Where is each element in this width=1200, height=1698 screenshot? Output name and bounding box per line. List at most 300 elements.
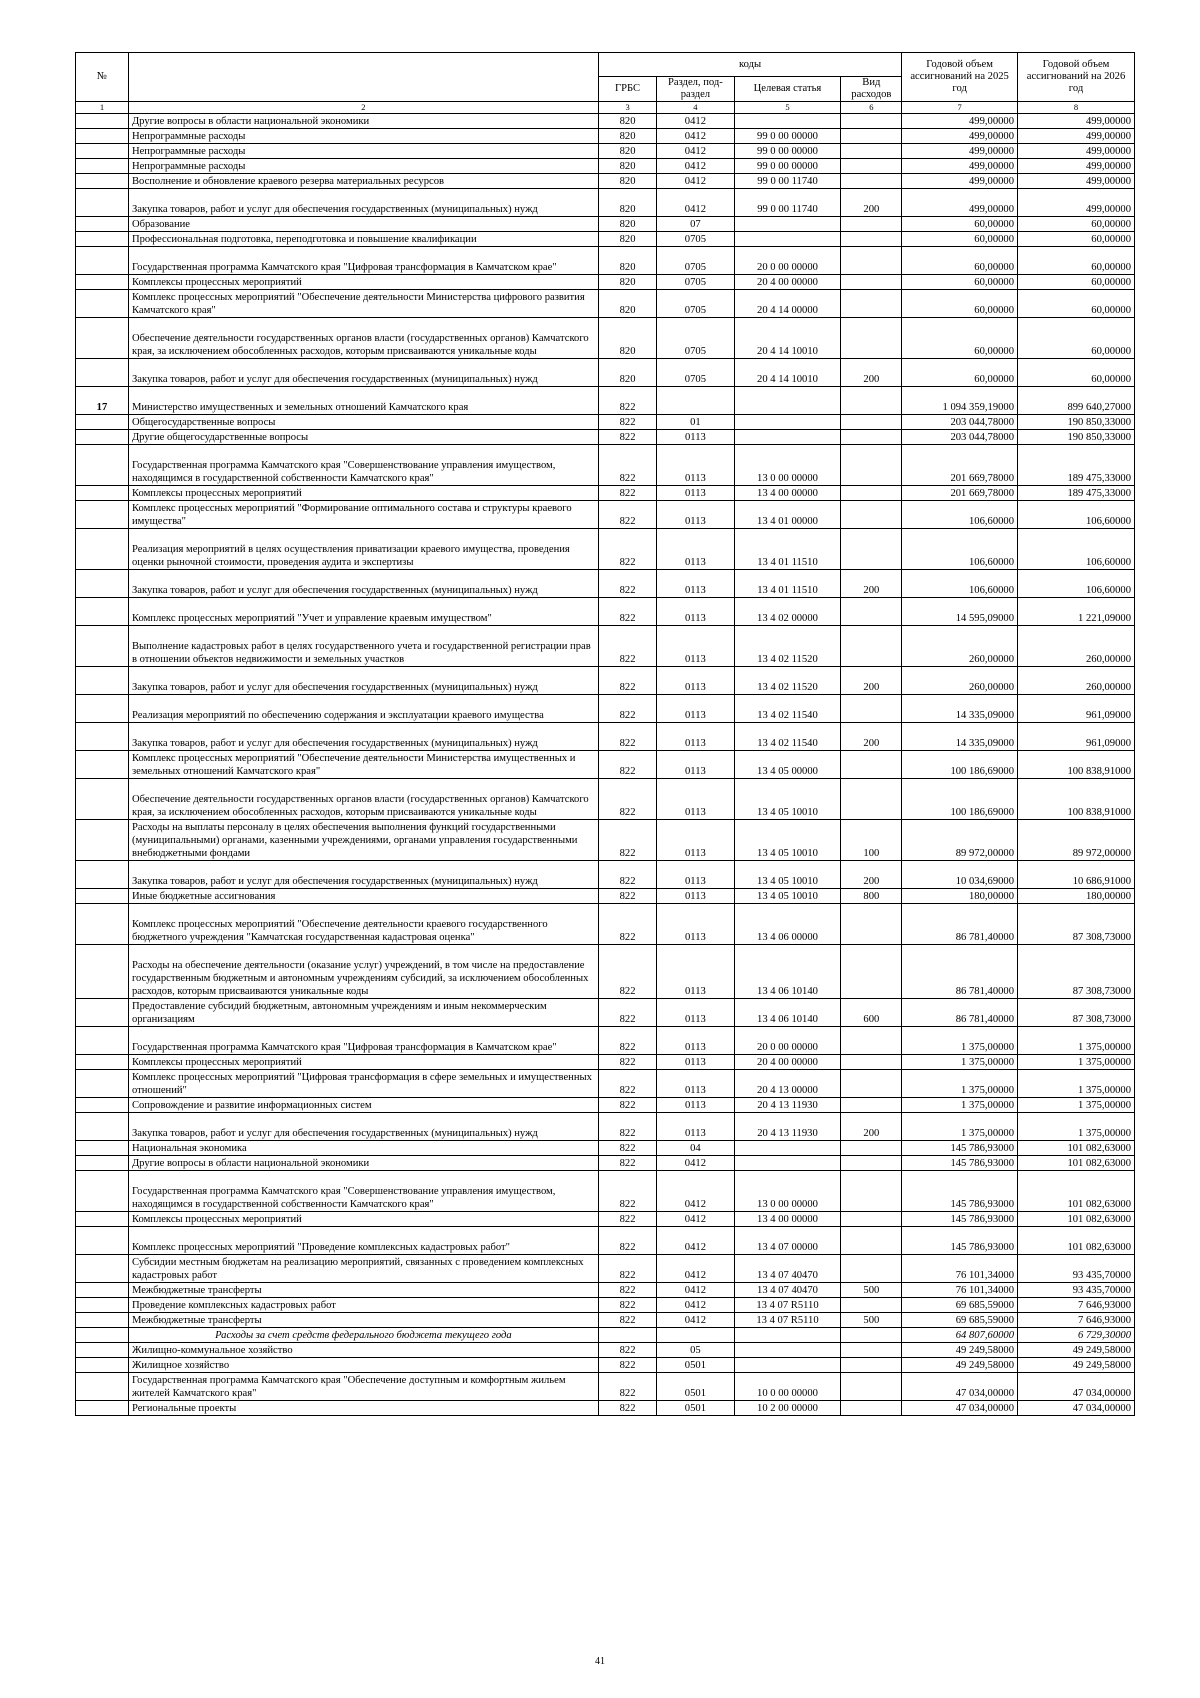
- row-num: [76, 1027, 129, 1055]
- row-num: [76, 820, 129, 861]
- table-row: [76, 1113, 1135, 1141]
- row-vid: 200: [841, 667, 902, 695]
- row-vid: [841, 626, 902, 667]
- header-num: №: [76, 53, 129, 102]
- row-target: 99 0 00 00000: [734, 144, 841, 159]
- table-row: [76, 1098, 1135, 1113]
- row-grbs: 820: [598, 174, 656, 189]
- row-amount-2026: 49 249,58000: [1018, 1343, 1135, 1358]
- row-amount-2026: 499,00000: [1018, 114, 1135, 129]
- row-razdel: 0412: [657, 1313, 734, 1328]
- row-razdel: 0113: [657, 779, 734, 820]
- row-name: Реализация мероприятий в целях осуществления приватизации краевого имущества, проведения оценки рыночной стоимости, проведения аудита и экспертизы: [128, 529, 598, 570]
- row-num: [76, 430, 129, 445]
- row-grbs: 822: [598, 1283, 656, 1298]
- row-amount-2025: 106,60000: [902, 501, 1018, 529]
- row-amount-2026: 60,00000: [1018, 247, 1135, 275]
- row-grbs: 820: [598, 247, 656, 275]
- row-grbs: 822: [598, 723, 656, 751]
- row-target: [734, 387, 841, 415]
- row-num: [76, 1283, 129, 1298]
- column-index: 1: [76, 102, 129, 114]
- row-razdel: 0113: [657, 445, 734, 486]
- row-razdel: 0113: [657, 999, 734, 1027]
- row-name: Выполнение кадастровых работ в целях государственного учета и государственной регистрации прав в отношении объектов недвижимости и земельных участков: [128, 626, 598, 667]
- row-name: Расходы за счет средств федерального бюджета текущего года: [128, 1328, 598, 1343]
- page-number: 41: [595, 1656, 605, 1667]
- row-target: 13 4 05 10010: [734, 861, 841, 889]
- table-row: [76, 217, 1135, 232]
- row-name: Министерство имущественных и земельных отношений Камчатского края: [128, 387, 598, 415]
- row-target: 13 4 00 00000: [734, 486, 841, 501]
- row-name: Комплексы процессных мероприятий: [128, 486, 598, 501]
- row-vid: [841, 1255, 902, 1283]
- row-amount-2025: 145 786,93000: [902, 1212, 1018, 1227]
- row-grbs: 820: [598, 275, 656, 290]
- row-vid: [841, 1098, 902, 1113]
- row-num: [76, 999, 129, 1027]
- row-target: [734, 430, 841, 445]
- row-amount-2026: 93 435,70000: [1018, 1255, 1135, 1283]
- row-vid: 500: [841, 1313, 902, 1328]
- row-name: Проведение комплексных кадастровых работ: [128, 1298, 598, 1313]
- row-target: 20 0 00 00000: [734, 247, 841, 275]
- row-name: Комплекс процессных мероприятий "Обеспечение деятельности краевого государственного бюджетного учреждения "Камчатская государственная кадастровая оценка": [128, 904, 598, 945]
- row-target: [734, 1156, 841, 1171]
- row-razdel: 0501: [657, 1401, 734, 1416]
- row-vid: [841, 430, 902, 445]
- row-amount-2026: 87 308,73000: [1018, 904, 1135, 945]
- row-grbs: 822: [598, 889, 656, 904]
- table-row: [76, 889, 1135, 904]
- row-vid: [841, 1156, 902, 1171]
- table-row: [76, 318, 1135, 359]
- row-amount-2026: 190 850,33000: [1018, 415, 1135, 430]
- row-num: [76, 247, 129, 275]
- row-razdel: 0113: [657, 1098, 734, 1113]
- row-razdel: 0113: [657, 904, 734, 945]
- row-amount-2025: 49 249,58000: [902, 1358, 1018, 1373]
- row-amount-2025: 106,60000: [902, 529, 1018, 570]
- row-grbs: 822: [598, 501, 656, 529]
- row-name: Комплекс процессных мероприятий "Обеспечение деятельности Министерства цифрового развития Камчатского края": [128, 290, 598, 318]
- row-razdel: 0412: [657, 189, 734, 217]
- row-amount-2026: 499,00000: [1018, 144, 1135, 159]
- row-grbs: 822: [598, 430, 656, 445]
- row-target: [734, 1141, 841, 1156]
- table-row: [76, 598, 1135, 626]
- row-grbs: 822: [598, 1171, 656, 1212]
- row-num: [76, 1255, 129, 1283]
- table-row: [76, 415, 1135, 430]
- row-target: 13 4 07 R5110: [734, 1313, 841, 1328]
- row-name: Закупка товаров, работ и услуг для обеспечения государственных (муниципальных) нужд: [128, 667, 598, 695]
- row-num: [76, 359, 129, 387]
- row-amount-2025: 69 685,59000: [902, 1313, 1018, 1328]
- row-razdel: 0113: [657, 430, 734, 445]
- row-num: [76, 779, 129, 820]
- row-razdel: 0705: [657, 359, 734, 387]
- header-name-blank: [128, 53, 598, 102]
- row-amount-2026: 106,60000: [1018, 529, 1135, 570]
- row-target: 10 0 00 00000: [734, 1373, 841, 1401]
- row-target: [734, 232, 841, 247]
- row-num: [76, 1212, 129, 1227]
- row-name: Обеспечение деятельности государственных органов власти (государственных органов) Камчатского края, за исключением обособленных расходов, которым присваиваются уникальные коды: [128, 779, 598, 820]
- row-target: 13 4 00 00000: [734, 1212, 841, 1227]
- table-body: [76, 114, 1135, 1416]
- header-2025: Годовой объем ассигнований на 2025 год: [902, 53, 1018, 102]
- row-razdel: 0113: [657, 695, 734, 723]
- row-num: [76, 501, 129, 529]
- row-amount-2026: 100 838,91000: [1018, 751, 1135, 779]
- row-name: Закупка товаров, работ и услуг для обеспечения государственных (муниципальных) нужд: [128, 1113, 598, 1141]
- column-index: 3: [598, 102, 656, 114]
- row-amount-2025: 86 781,40000: [902, 999, 1018, 1027]
- row-name: Комплекс процессных мероприятий "Цифровая трансформация в сфере земельных и имущественных отношений": [128, 1070, 598, 1098]
- row-name: Закупка товаров, работ и услуг для обеспечения государственных (муниципальных) нужд: [128, 861, 598, 889]
- row-razdel: 0113: [657, 626, 734, 667]
- row-razdel: 0113: [657, 861, 734, 889]
- row-amount-2025: 49 249,58000: [902, 1343, 1018, 1358]
- row-razdel: 01: [657, 415, 734, 430]
- row-amount-2025: 145 786,93000: [902, 1171, 1018, 1212]
- row-amount-2026: 60,00000: [1018, 290, 1135, 318]
- row-target: 99 0 00 11740: [734, 174, 841, 189]
- row-razdel: 0113: [657, 820, 734, 861]
- row-razdel: 0412: [657, 1156, 734, 1171]
- row-name: Региональные проекты: [128, 1401, 598, 1416]
- row-amount-2025: 14 335,09000: [902, 695, 1018, 723]
- table-row: [76, 695, 1135, 723]
- table-row: [76, 1255, 1135, 1283]
- row-num: [76, 1328, 129, 1343]
- row-amount-2025: 499,00000: [902, 174, 1018, 189]
- table-row: [76, 387, 1135, 415]
- row-name: Общегосударственные вопросы: [128, 415, 598, 430]
- row-name: Профессиональная подготовка, переподготовка и повышение квалификации: [128, 232, 598, 247]
- header-codes: коды: [598, 53, 901, 77]
- row-amount-2025: 1 375,00000: [902, 1098, 1018, 1113]
- row-target: 20 4 13 11930: [734, 1113, 841, 1141]
- row-grbs: 822: [598, 415, 656, 430]
- row-vid: 200: [841, 189, 902, 217]
- row-target: 20 4 14 10010: [734, 318, 841, 359]
- table-row: [76, 1212, 1135, 1227]
- row-num: [76, 144, 129, 159]
- row-name: Закупка товаров, работ и услуг для обеспечения государственных (муниципальных) нужд: [128, 723, 598, 751]
- row-amount-2025: 89 972,00000: [902, 820, 1018, 861]
- row-target: 10 2 00 00000: [734, 1401, 841, 1416]
- row-num: [76, 159, 129, 174]
- row-grbs: 822: [598, 1298, 656, 1313]
- row-grbs: 822: [598, 904, 656, 945]
- row-amount-2026: 101 082,63000: [1018, 1141, 1135, 1156]
- row-grbs: 822: [598, 486, 656, 501]
- row-num: 17: [76, 387, 129, 415]
- row-razdel: 0705: [657, 232, 734, 247]
- table-row: [76, 445, 1135, 486]
- row-grbs: 822: [598, 598, 656, 626]
- row-grbs: 822: [598, 1027, 656, 1055]
- row-name: Комплекс процессных мероприятий "Учет и управление краевым имуществом": [128, 598, 598, 626]
- row-amount-2025: 499,00000: [902, 189, 1018, 217]
- row-target: 20 4 13 00000: [734, 1070, 841, 1098]
- row-vid: [841, 486, 902, 501]
- row-vid: 600: [841, 999, 902, 1027]
- row-razdel: 0501: [657, 1358, 734, 1373]
- row-razdel: 0113: [657, 1113, 734, 1141]
- table-row: [76, 904, 1135, 945]
- row-amount-2026: 189 475,33000: [1018, 445, 1135, 486]
- row-grbs: 822: [598, 529, 656, 570]
- column-index-row: [76, 102, 1135, 114]
- row-amount-2025: 145 786,93000: [902, 1227, 1018, 1255]
- row-razdel: 0113: [657, 751, 734, 779]
- row-num: [76, 1113, 129, 1141]
- row-razdel: [657, 387, 734, 415]
- table-row: [76, 1227, 1135, 1255]
- row-target: [734, 217, 841, 232]
- row-grbs: [598, 1328, 656, 1343]
- table-row: [76, 359, 1135, 387]
- row-amount-2026: 1 375,00000: [1018, 1113, 1135, 1141]
- row-amount-2025: 60,00000: [902, 232, 1018, 247]
- row-amount-2025: 60,00000: [902, 247, 1018, 275]
- row-name: Предоставление субсидий бюджетным, автономным учреждениям и иным некоммерческим организациям: [128, 999, 598, 1027]
- row-num: [76, 129, 129, 144]
- row-vid: [841, 751, 902, 779]
- row-amount-2025: 76 101,34000: [902, 1255, 1018, 1283]
- row-amount-2025: 60,00000: [902, 359, 1018, 387]
- row-target: 13 4 07 40470: [734, 1255, 841, 1283]
- row-amount-2025: 100 186,69000: [902, 751, 1018, 779]
- row-amount-2025: 69 685,59000: [902, 1298, 1018, 1313]
- row-grbs: 822: [598, 1358, 656, 1373]
- row-target: 13 4 02 11540: [734, 723, 841, 751]
- row-num: [76, 1055, 129, 1070]
- row-razdel: 0412: [657, 1255, 734, 1283]
- row-target: 13 4 06 10140: [734, 999, 841, 1027]
- row-vid: 200: [841, 570, 902, 598]
- row-amount-2025: 76 101,34000: [902, 1283, 1018, 1298]
- row-amount-2026: 7 646,93000: [1018, 1298, 1135, 1313]
- budget-table: [75, 52, 1135, 1416]
- row-vid: [841, 114, 902, 129]
- row-amount-2026: 10 686,91000: [1018, 861, 1135, 889]
- row-amount-2025: 499,00000: [902, 114, 1018, 129]
- row-razdel: 0412: [657, 114, 734, 129]
- row-num: [76, 529, 129, 570]
- row-amount-2025: 499,00000: [902, 159, 1018, 174]
- row-name: Закупка товаров, работ и услуг для обеспечения государственных (муниципальных) нужд: [128, 570, 598, 598]
- row-num: [76, 174, 129, 189]
- row-amount-2026: 499,00000: [1018, 174, 1135, 189]
- row-num: [76, 1358, 129, 1373]
- header-target: Целевая статья: [734, 77, 841, 102]
- row-amount-2026: 60,00000: [1018, 275, 1135, 290]
- row-num: [76, 695, 129, 723]
- row-grbs: 822: [598, 1055, 656, 1070]
- column-index: 7: [902, 102, 1018, 114]
- row-name: Непрограммные расходы: [128, 144, 598, 159]
- row-razdel: 0412: [657, 174, 734, 189]
- row-name: Образование: [128, 217, 598, 232]
- row-vid: 800: [841, 889, 902, 904]
- row-target: 13 4 01 11510: [734, 529, 841, 570]
- row-num: [76, 1313, 129, 1328]
- row-grbs: 820: [598, 189, 656, 217]
- row-grbs: 820: [598, 290, 656, 318]
- table-row: [76, 129, 1135, 144]
- row-name: Межбюджетные трансферты: [128, 1313, 598, 1328]
- row-amount-2025: 106,60000: [902, 570, 1018, 598]
- row-grbs: 820: [598, 217, 656, 232]
- table-row: [76, 1328, 1135, 1343]
- row-amount-2025: 86 781,40000: [902, 904, 1018, 945]
- row-amount-2025: 10 034,69000: [902, 861, 1018, 889]
- row-amount-2026: 1 375,00000: [1018, 1070, 1135, 1098]
- row-vid: 200: [841, 861, 902, 889]
- row-name: Комплексы процессных мероприятий: [128, 275, 598, 290]
- table-row: [76, 820, 1135, 861]
- row-num: [76, 1298, 129, 1313]
- table-header: [76, 53, 1135, 114]
- row-target: [734, 114, 841, 129]
- row-name: Субсидии местным бюджетам на реализацию мероприятий, связанных с проведением комплексных кадастровых работ: [128, 1255, 598, 1283]
- row-vid: [841, 1055, 902, 1070]
- table-row: [76, 1358, 1135, 1373]
- row-vid: [841, 1171, 902, 1212]
- row-num: [76, 861, 129, 889]
- row-amount-2025: 60,00000: [902, 318, 1018, 359]
- row-amount-2026: 47 034,00000: [1018, 1401, 1135, 1416]
- table-row: [76, 1070, 1135, 1098]
- row-target: 99 0 00 00000: [734, 159, 841, 174]
- row-vid: [841, 695, 902, 723]
- row-amount-2026: 180,00000: [1018, 889, 1135, 904]
- row-vid: 200: [841, 359, 902, 387]
- row-grbs: 822: [598, 1313, 656, 1328]
- row-num: [76, 626, 129, 667]
- row-vid: [841, 318, 902, 359]
- row-num: [76, 486, 129, 501]
- row-grbs: 822: [598, 626, 656, 667]
- row-name: Иные бюджетные ассигнования: [128, 889, 598, 904]
- row-target: 13 4 02 11520: [734, 667, 841, 695]
- row-amount-2026: 961,09000: [1018, 695, 1135, 723]
- row-amount-2026: 47 034,00000: [1018, 1373, 1135, 1401]
- row-name: Комплексы процессных мероприятий: [128, 1212, 598, 1227]
- row-grbs: 820: [598, 144, 656, 159]
- row-name: Жилищное хозяйство: [128, 1358, 598, 1373]
- row-grbs: 822: [598, 570, 656, 598]
- row-grbs: 822: [598, 1113, 656, 1141]
- row-amount-2025: 60,00000: [902, 217, 1018, 232]
- table-row: [76, 667, 1135, 695]
- row-vid: [841, 1298, 902, 1313]
- row-name: Государственная программа Камчатского края "Совершенствование управления имуществом, находящимся в государственной собственности Камчатского края": [128, 445, 598, 486]
- row-name: Непрограммные расходы: [128, 129, 598, 144]
- row-razdel: 0113: [657, 1027, 734, 1055]
- row-amount-2025: 203 044,78000: [902, 415, 1018, 430]
- row-amount-2025: 60,00000: [902, 290, 1018, 318]
- row-name: Комплекс процессных мероприятий "Формирование оптимального состава и структуры краевого имущества": [128, 501, 598, 529]
- row-razdel: 07: [657, 217, 734, 232]
- row-amount-2025: 145 786,93000: [902, 1156, 1018, 1171]
- row-target: 13 4 07 R5110: [734, 1298, 841, 1313]
- row-grbs: 822: [598, 667, 656, 695]
- row-vid: [841, 1343, 902, 1358]
- row-grbs: 822: [598, 1227, 656, 1255]
- row-target: 13 4 02 11540: [734, 695, 841, 723]
- row-amount-2025: 47 034,00000: [902, 1373, 1018, 1401]
- row-razdel: 0113: [657, 529, 734, 570]
- row-vid: [841, 290, 902, 318]
- row-num: [76, 1098, 129, 1113]
- table-row: [76, 189, 1135, 217]
- row-vid: [841, 1027, 902, 1055]
- row-target: 13 4 07 40470: [734, 1283, 841, 1298]
- row-amount-2025: 1 375,00000: [902, 1113, 1018, 1141]
- table-row: [76, 1027, 1135, 1055]
- row-name: Другие общегосударственные вопросы: [128, 430, 598, 445]
- row-amount-2026: 101 082,63000: [1018, 1212, 1135, 1227]
- row-razdel: 0412: [657, 1171, 734, 1212]
- row-amount-2026: 7 646,93000: [1018, 1313, 1135, 1328]
- row-grbs: 820: [598, 129, 656, 144]
- row-vid: [841, 1070, 902, 1098]
- column-index: 2: [128, 102, 598, 114]
- row-num: [76, 945, 129, 999]
- row-num: [76, 232, 129, 247]
- row-vid: 100: [841, 820, 902, 861]
- row-razdel: 0113: [657, 723, 734, 751]
- row-amount-2025: 1 375,00000: [902, 1070, 1018, 1098]
- row-num: [76, 570, 129, 598]
- row-name: Комплекс процессных мероприятий "Проведение комплексных кадастровых работ": [128, 1227, 598, 1255]
- row-target: 13 4 01 00000: [734, 501, 841, 529]
- row-target: 13 4 07 00000: [734, 1227, 841, 1255]
- row-target: 20 4 13 11930: [734, 1098, 841, 1113]
- row-amount-2026: 499,00000: [1018, 129, 1135, 144]
- row-amount-2026: 189 475,33000: [1018, 486, 1135, 501]
- table-row: [76, 1373, 1135, 1401]
- row-razdel: 0113: [657, 598, 734, 626]
- row-razdel: 0705: [657, 275, 734, 290]
- table-row: [76, 723, 1135, 751]
- row-vid: [841, 159, 902, 174]
- row-vid: [841, 174, 902, 189]
- row-name: Реализация мероприятий по обеспечению содержания и эксплуатации краевого имущества: [128, 695, 598, 723]
- row-vid: [841, 129, 902, 144]
- row-amount-2025: 14 595,09000: [902, 598, 1018, 626]
- row-grbs: 820: [598, 159, 656, 174]
- row-grbs: 822: [598, 1070, 656, 1098]
- column-index: 6: [841, 102, 902, 114]
- row-grbs: 820: [598, 318, 656, 359]
- row-vid: [841, 501, 902, 529]
- row-amount-2026: 499,00000: [1018, 189, 1135, 217]
- row-amount-2026: 93 435,70000: [1018, 1283, 1135, 1298]
- table-row: [76, 247, 1135, 275]
- row-amount-2026: 60,00000: [1018, 232, 1135, 247]
- row-grbs: 822: [598, 1098, 656, 1113]
- row-name: Другие вопросы в области национальной экономики: [128, 114, 598, 129]
- row-num: [76, 318, 129, 359]
- table-row: [76, 1055, 1135, 1070]
- row-num: [76, 1171, 129, 1212]
